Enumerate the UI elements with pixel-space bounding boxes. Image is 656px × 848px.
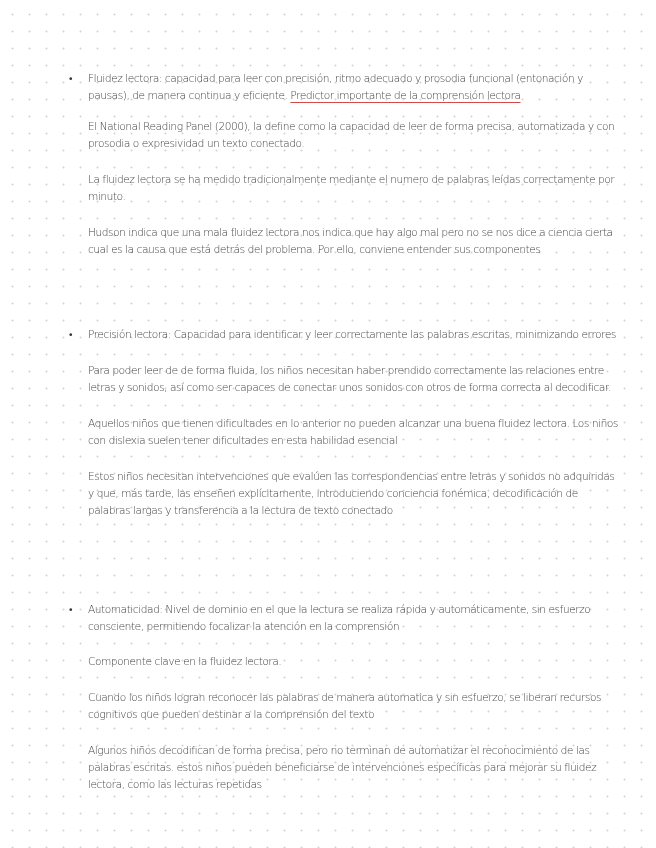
paragraph: Algunos niños decodifican de forma precisa, pero no terminan de automatizar el reconocimiento de las palabras escritas. estos niños pueden beneficiarse de intervenciones específicas para mejorar su fluidez lectora, como las lecturas repetidas (88, 745, 597, 791)
paragraph: Componente clave en la fluidez lectora. (88, 656, 282, 668)
section-precision (68, 327, 620, 520)
paragraph: La fluidez lectora se ha medido tradicionalmente mediante el numero de palabras leídas correctamente por minuto. (88, 174, 615, 203)
bullet-dot: • (69, 605, 73, 616)
bullet-dot: • (69, 330, 73, 341)
bullet-dot: • (69, 74, 73, 85)
paragraph: Hudson indica que una mala fluidez lectora nos indica que hay algo mal pero no se nos dice a ciencia cierta cual es la causa que está detrás del problema. Por ello, conviene entender sus componentes (88, 227, 613, 256)
bullet-fluidez (68, 71, 620, 105)
paragraph: El National Reading Panel (2000), la define como la capacidad de leer de forma precisa, automatizada y con prosodia o expresividad un texto conectado. (88, 121, 615, 150)
bullet-text: Automaticidad: Nivel de dominio en el que la lectura se realiza rápida y automáticamente, sin esfuerzo consciente, permitiendo focalizar la atención en la comprensión (88, 604, 591, 633)
bullet-precision (68, 327, 620, 344)
paragraph: Estos niños necesitan intervenciones que evalúen las correspondencias entre letras y sonidos no adquiridas y que, más tarde, las enseñen explícitamente, introduciendo conciencia fonémica, decodificación de palabras largas y transferencia a la lectura de texto conectado (88, 471, 615, 517)
paragraph: Para poder leer de de forma fluida, los niños necesitan haber prendido correctamente las relaciones entre letras y sonidos, así como ser capaces de conectar unos sonidos con otros de forma correcta al decodificar. (88, 365, 611, 394)
section-automaticidad (68, 602, 620, 794)
section-fluidez (68, 71, 620, 259)
paragraph: Aquellos niños que tienen dificultades en lo anterior no pueden alcanzar una buena fluidez lectora. Los niños con dislexia suelen tener dificultades en esta habilidad esencial (88, 418, 618, 447)
paragraph: Cuando los niños logran reconocer las palabras de manera automatica y sin esfuerzo, se liberan recursos cognitivos que pueden destinar a la comprensión del texto (88, 692, 602, 721)
bullet-text: Fluidez lectora: capacidad para leer con precisión, ritmo adecuado y prosodia funcional (entonación y pausas), de manera continua y eficiente. (88, 73, 583, 102)
highlighted-phrase: Predictor importante de la comprensión lectora (290, 90, 521, 102)
bullet-automaticidad (68, 602, 620, 636)
bullet-text: Precisión lectora: Capacidad para identificar y leer correctamente las palabras escritas, minimizando errores (88, 329, 616, 341)
